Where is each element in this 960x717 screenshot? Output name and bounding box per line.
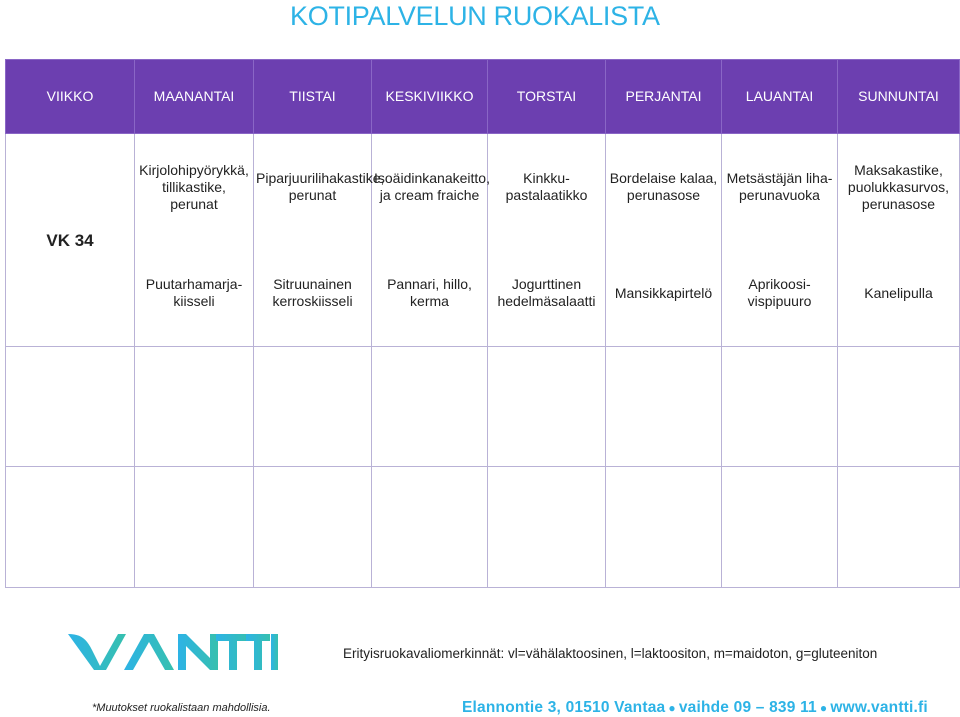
header-cell-week: VIIKKO <box>6 60 135 134</box>
dessert-friday: Mansikkapirtelö <box>606 241 722 347</box>
main-dish-tuesday: Piparjuurilihakastike, perunat <box>254 134 372 241</box>
main-dish-row <box>6 134 960 241</box>
empty-cell <box>722 347 838 467</box>
main-dish-friday: Bordelaise kalaa, perunasose <box>606 134 722 241</box>
main-dish-sunday: Maksakastike, puolukkasurvos, perunasose <box>838 134 960 241</box>
dessert-saturday: Aprikoosi-vispipuuro <box>722 241 838 347</box>
empty-cell <box>372 347 488 467</box>
main-dish-saturday: Metsästäjän liha-perunavuoka <box>722 134 838 241</box>
header-cell-tuesday: TIISTAI <box>254 60 372 134</box>
header-cell-friday: PERJANTAI <box>606 60 722 134</box>
empty-cell <box>254 347 372 467</box>
page-title: KOTIPALVELUN RUOKALISTA <box>290 1 660 31</box>
empty-cell <box>372 467 488 588</box>
contact-website[interactable]: www.vantti.fi <box>830 699 928 716</box>
empty-cell <box>488 467 606 588</box>
diet-legend: Erityisruokavaliomerkinnät: vl=vähälaktoosinen, l=laktoositon, m=maidoton, g=gluteeniton <box>343 646 878 661</box>
week-label: VK 34 <box>6 134 135 347</box>
header-cell-saturday: LAUANTAI <box>722 60 838 134</box>
empty-row <box>6 467 960 588</box>
contact-phone: vaihde 09 – 839 11 <box>678 699 817 716</box>
dessert-tuesday: Sitruunainen kerroskiisseli <box>254 241 372 347</box>
vantti-logo <box>66 630 278 670</box>
empty-cell <box>135 347 254 467</box>
contact-address: Elannontie 3, 01510 Vantaa <box>462 699 666 716</box>
empty-cell <box>6 467 135 588</box>
empty-cell <box>488 347 606 467</box>
main-dish-monday: Kirjolohipyörykkä, tillikastike, perunat <box>135 134 254 241</box>
dessert-thursday: Jogurttinen hedelmäsalaatti <box>488 241 606 347</box>
dessert-row <box>6 241 960 347</box>
bullet-icon: ● <box>819 701 828 715</box>
empty-cell <box>6 347 135 467</box>
dessert-monday: Puutarhamarja-kiisseli <box>135 241 254 347</box>
menu-table <box>5 59 960 588</box>
header-cell-sunday: SUNNUNTAI <box>838 60 960 134</box>
bullet-icon: ● <box>668 701 676 715</box>
header-row <box>6 60 960 134</box>
empty-cell <box>135 467 254 588</box>
dessert-sunday: Kanelipulla <box>838 241 960 347</box>
header-cell-thursday: TORSTAI <box>488 60 606 134</box>
main-dish-thursday: Kinkku-pastalaatikko <box>488 134 606 241</box>
contact-info <box>462 699 928 717</box>
vantti-logo-graphic <box>66 630 278 670</box>
empty-cell <box>838 347 960 467</box>
empty-cell <box>722 467 838 588</box>
empty-cell <box>606 347 722 467</box>
dessert-wednesday: Pannari, hillo, kerma <box>372 241 488 347</box>
empty-row <box>6 347 960 467</box>
footer-note: *Muutokset ruokalistaan mahdollisia. <box>92 702 271 714</box>
empty-cell <box>838 467 960 588</box>
main-dish-wednesday: Isoäidinkanakeitto, ja cream fraiche <box>372 134 488 241</box>
header-cell-monday: MAANANTAI <box>135 60 254 134</box>
empty-cell <box>254 467 372 588</box>
empty-cell <box>606 467 722 588</box>
header-cell-wednesday: KESKIVIIKKO <box>372 60 488 134</box>
